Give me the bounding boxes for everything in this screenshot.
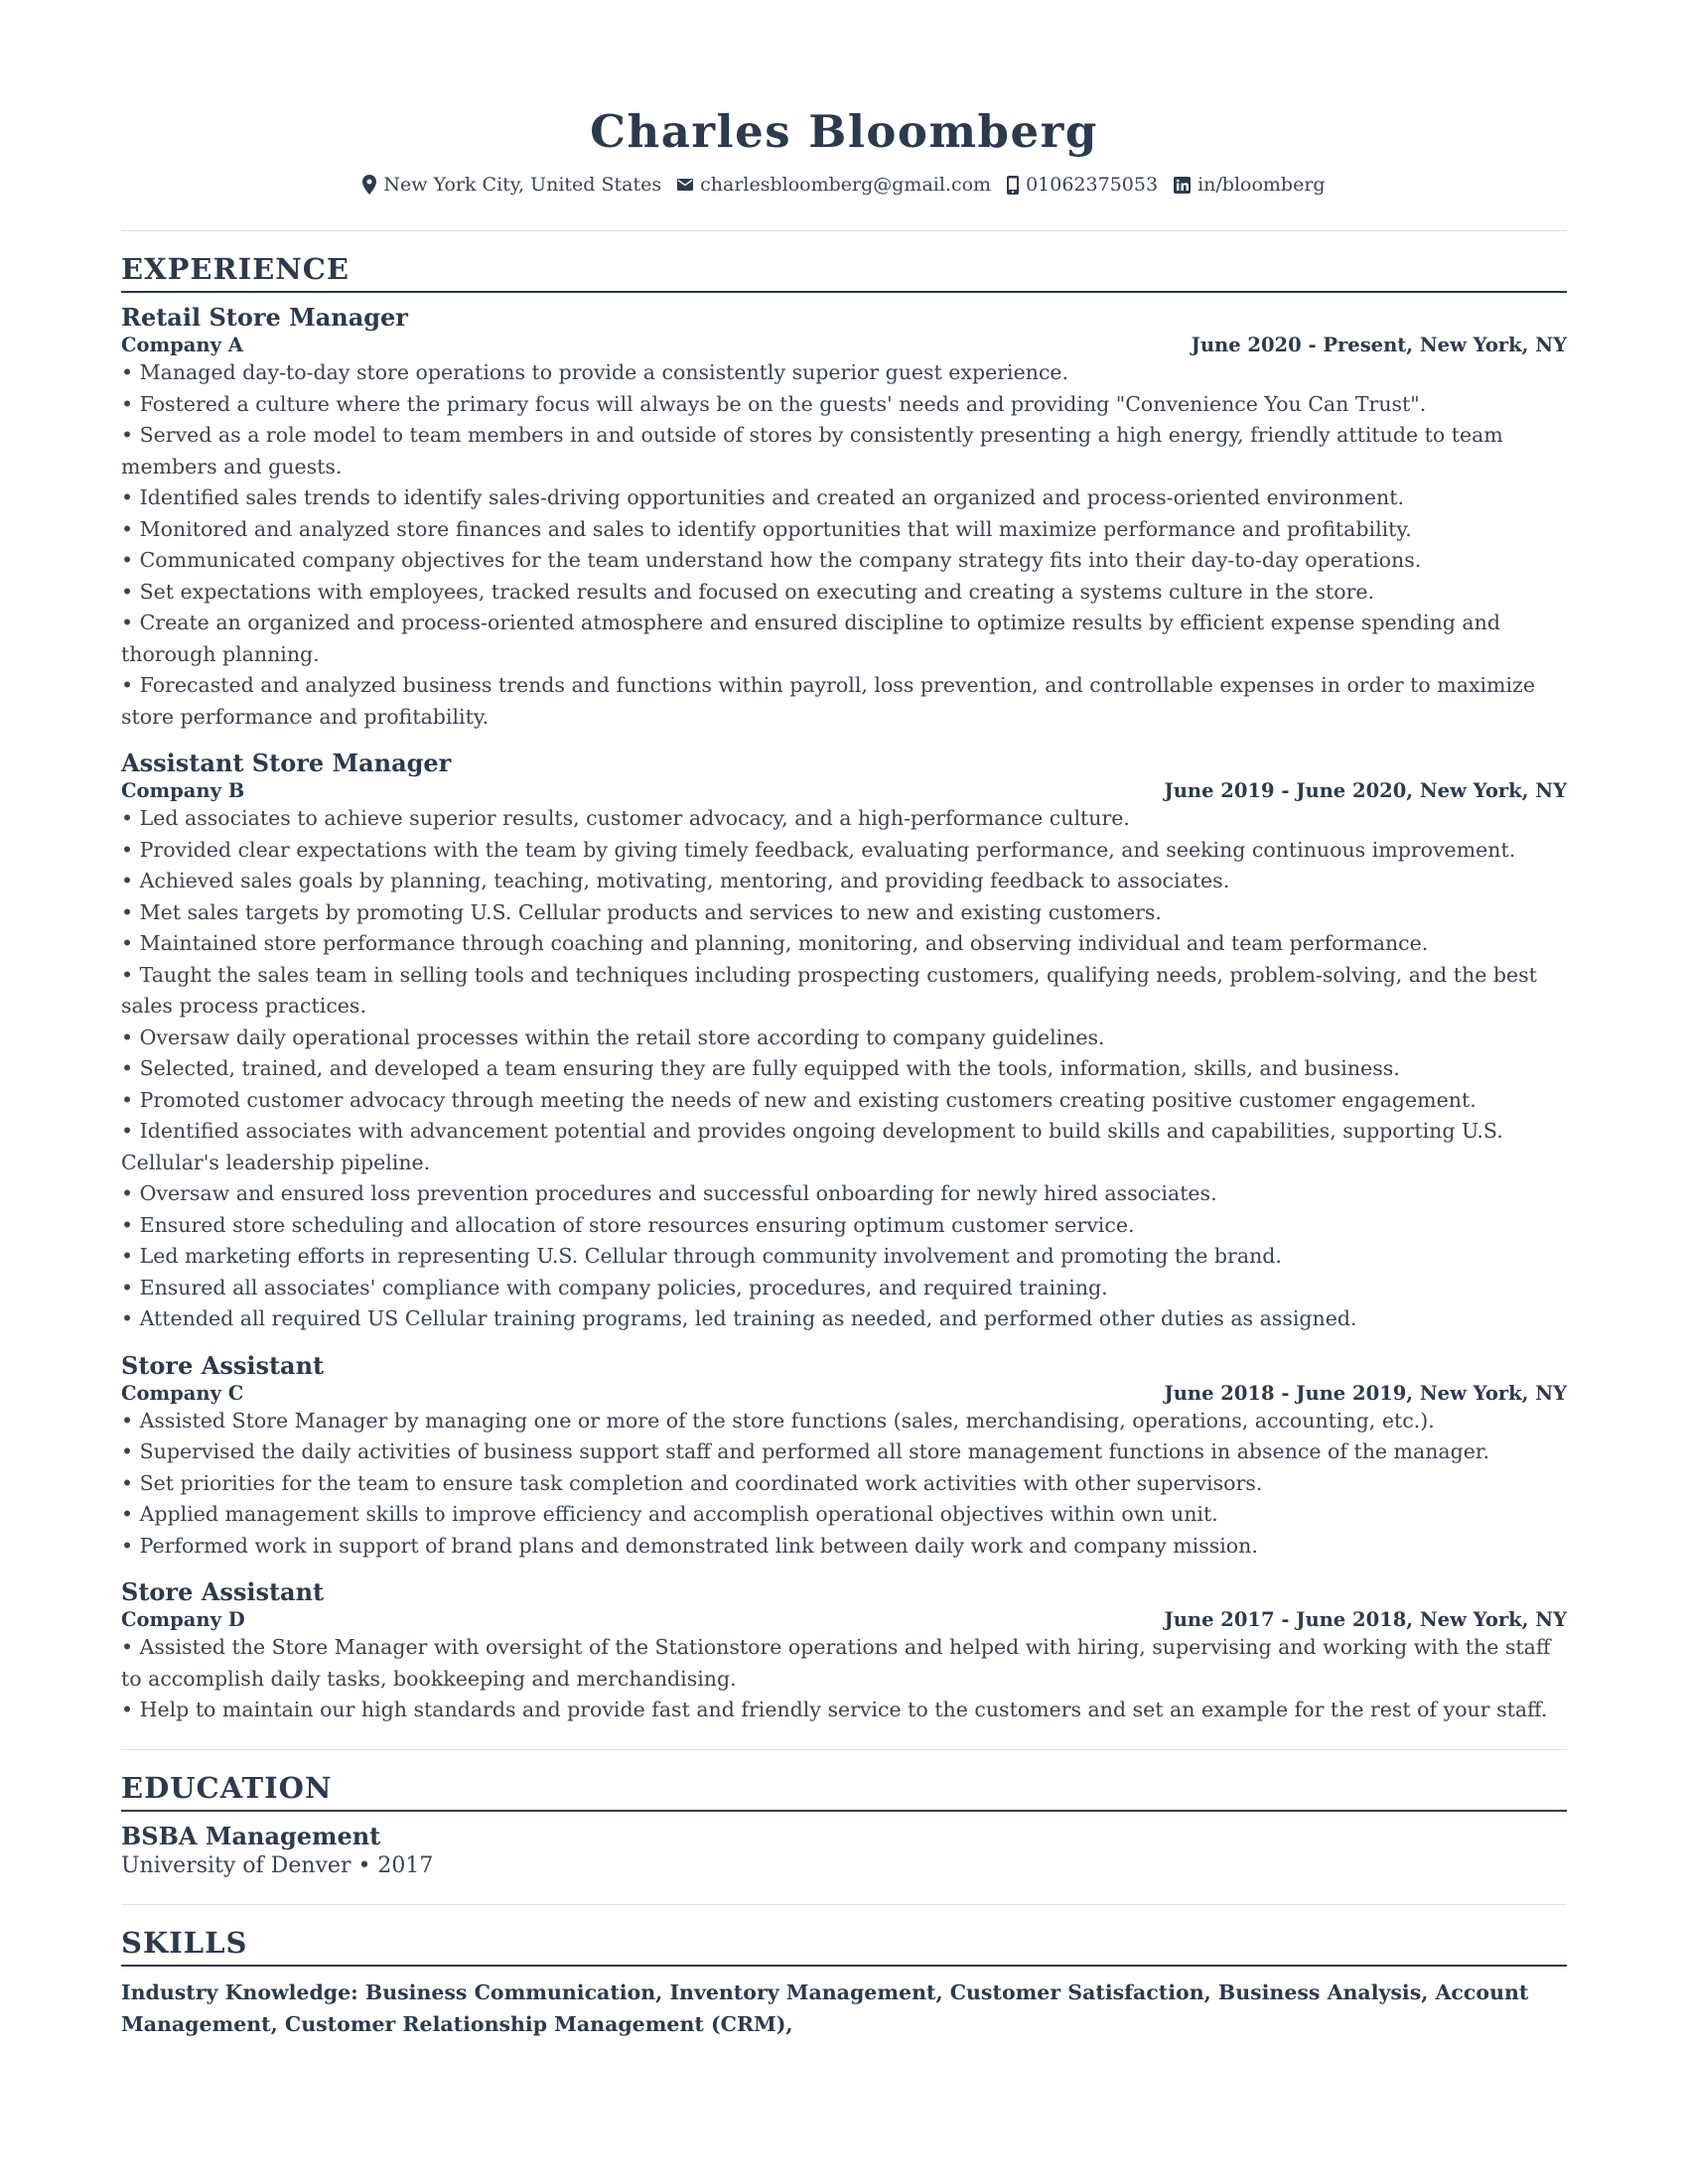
job-bullet: • Selected, trained, and developed a team ensuring they are fully equipped with the tools, information, skills, and business. <box>121 1056 1400 1080</box>
job-dates: June 2017 - June 2018, New York, NY <box>1164 1608 1567 1631</box>
job-entry <box>121 1351 1567 1563</box>
candidate-name: Charles Bloomberg <box>590 105 1098 158</box>
job-bullets <box>121 1632 1567 1726</box>
job-bullet: • Led marketing efforts in representing U.S. Cellular through community involvement and promoting the brand. <box>121 1244 1282 1268</box>
job-bullet: • Promoted customer advocacy through meeting the needs of new and existing customers creating positive customer engagement. <box>121 1087 1477 1112</box>
job-meta <box>121 778 1567 803</box>
skills-text: Industry Knowledge: Business Communication, Inventory Management, Customer Satisfaction, Business Analysis, Account Management, Customer Relationship Management (CRM), <box>121 1979 1529 2036</box>
job-bullet: • Create an organized and process-oriented atmosphere and ensured discipline to optimize results by efficient expense spending and thorough planning. <box>121 611 1500 666</box>
job-bullet: • Met sales targets by promoting U.S. Cellular products and services to new and existing customers. <box>121 899 1162 924</box>
job-bullet: • Help to maintain our high standards and provide fast and friendly service to the customers and set an example for the rest of your staff. <box>121 1698 1548 1721</box>
job-meta <box>121 1381 1567 1406</box>
job-bullet: • Ensured store scheduling and allocation of store resources ensuring optimum customer service. <box>121 1212 1135 1237</box>
job-bullet: • Identified sales trends to identify sales-driving opportunities and created an organized and process-oriented environment. <box>121 485 1404 509</box>
linkedin-text[interactable]: in/bloomberg <box>1197 174 1326 196</box>
job-bullet: • Led associates to achieve superior results, customer advocacy, and a high-performance culture. <box>121 806 1130 830</box>
job-bullets <box>121 357 1567 733</box>
job-bullet: • Oversaw daily operational processes within the retail store according to company guidelines. <box>121 1024 1105 1049</box>
job-entry <box>121 1577 1567 1726</box>
section-divider <box>121 1904 1567 1905</box>
job-bullet: • Communicated company objectives for the team understand how the company strategy fits into their day-to-day operations. <box>121 548 1422 572</box>
job-bullet: • Maintained store performance through coaching and planning, monitoring, and observing individual and team performance. <box>121 931 1429 955</box>
job-bullet: • Forecasted and analyzed business trends and functions within payroll, loss prevention, and controllable expenses in order to maximize store performance and profitability. <box>121 673 1535 729</box>
job-meta <box>121 1607 1567 1632</box>
experience-rule <box>121 291 1567 293</box>
job-dates: June 2019 - June 2020, New York, NY <box>1164 779 1567 802</box>
education-section <box>121 1770 1567 1881</box>
location-text: New York City, United States <box>383 174 662 196</box>
school-line: University of Denver • 2017 <box>121 1852 434 1878</box>
job-entry <box>121 749 1567 1335</box>
job-dates: June 2018 - June 2019, New York, NY <box>1164 1381 1567 1405</box>
job-bullet: • Managed day-to-day store operations to provide a consistently superior guest experience. <box>121 360 1069 384</box>
job-bullet: • Set priorities for the team to ensure task completion and coordinated work activities with other supervisors. <box>121 1470 1263 1495</box>
job-company: Company C <box>121 1381 244 1405</box>
education-rule <box>121 1810 1567 1812</box>
job-bullet: • Supervised the daily activities of business support staff and performed all store management functions in absence of the manager. <box>121 1439 1489 1463</box>
job-bullet: • Applied management skills to improve efficiency and accomplish operational objectives within own unit. <box>121 1502 1218 1526</box>
phone-icon <box>1007 176 1019 195</box>
job-bullet: • Achieved sales goals by planning, teaching, motivating, mentoring, and providing feedback to associates. <box>121 869 1230 892</box>
job-bullet: • Assisted the Store Manager with oversight of the Stationstore operations and helped with hiring, supervising and working with the staff to accomplish daily tasks, bookkeeping and merchandising. <box>121 1635 1551 1691</box>
contact-linkedin[interactable] <box>1174 172 1326 198</box>
contact-email[interactable] <box>677 172 991 198</box>
degree-title: BSBA Management <box>121 1821 381 1850</box>
header-divider <box>121 230 1567 231</box>
linkedin-icon <box>1174 177 1191 194</box>
skills-heading: SKILLS <box>121 1925 248 1960</box>
job-bullet: • Served as a role model to team members in and outside of stores by consistently presenting a high energy, friendly attitude to team members and guests. <box>121 423 1503 478</box>
education-entry <box>121 1822 1567 1881</box>
job-bullet: • Oversaw and ensured loss prevention procedures and successful onboarding for newly hired associates. <box>121 1181 1217 1205</box>
contact-phone[interactable] <box>1007 172 1158 198</box>
job-bullets <box>121 1406 1567 1563</box>
contact-bar <box>121 172 1567 198</box>
job-bullet: • Fostered a culture where the primary focus will always be on the guests' needs and providing "Convenience You Can Trust". <box>121 391 1427 416</box>
experience-section <box>121 251 1567 1726</box>
contact-location <box>362 172 661 198</box>
job-dates: June 2020 - Present, New York, NY <box>1191 334 1567 356</box>
job-bullets <box>121 803 1567 1335</box>
job-company: Company A <box>121 334 243 356</box>
envelope-icon <box>677 179 693 191</box>
job-bullet: • Assisted Store Manager by managing one or more of the store functions (sales, merchandising, operations, accounting, etc.). <box>121 1408 1435 1433</box>
job-title: Store Assistant <box>121 1577 325 1606</box>
job-bullet: • Ensured all associates' compliance with company policies, procedures, and required training. <box>121 1275 1108 1299</box>
job-bullet: • Taught the sales team in selling tools and techniques including prospecting customers, qualifying needs, problem-solving, and the best sales process practices. <box>121 962 1537 1018</box>
job-bullet: • Attended all required US Cellular training programs, led training as needed, and performed other duties as assigned. <box>121 1306 1357 1330</box>
section-divider <box>121 1749 1567 1750</box>
job-company: Company D <box>121 1608 245 1631</box>
job-entry <box>121 303 1567 733</box>
job-company: Company B <box>121 779 245 802</box>
job-meta <box>121 333 1567 357</box>
job-title: Retail Store Manager <box>121 303 408 332</box>
job-bullet: • Monitored and analyzed store finances and sales to identify opportunities that will maximize performance and profitability. <box>121 516 1412 541</box>
experience-heading: EXPERIENCE <box>121 252 350 286</box>
job-title: Assistant Store Manager <box>121 749 452 777</box>
job-bullet: • Performed work in support of brand plans and demonstrated link between daily work and company mission. <box>121 1533 1258 1558</box>
job-bullet: • Provided clear expectations with the team by giving timely feedback, evaluating performance, and seeking continuous improvement. <box>121 837 1516 862</box>
location-pin-icon <box>362 175 376 195</box>
job-bullet: • Set expectations with employees, tracked results and focused on executing and creating a systems culture in the store. <box>121 579 1375 604</box>
email-text[interactable]: charlesbloomberg@gmail.com <box>700 174 992 196</box>
job-list <box>121 303 1567 1726</box>
phone-text[interactable]: 01062375053 <box>1026 174 1159 196</box>
job-bullet: • Identified associates with advancement potential and provides ongoing development to build skills and capabilities, supporting U.S. Cellular's leadership pipeline. <box>121 1119 1503 1174</box>
education-heading: EDUCATION <box>121 1770 333 1805</box>
job-title: Store Assistant <box>121 1350 325 1380</box>
skills-rule <box>121 1965 1567 1967</box>
skills-section <box>121 1925 1567 2040</box>
